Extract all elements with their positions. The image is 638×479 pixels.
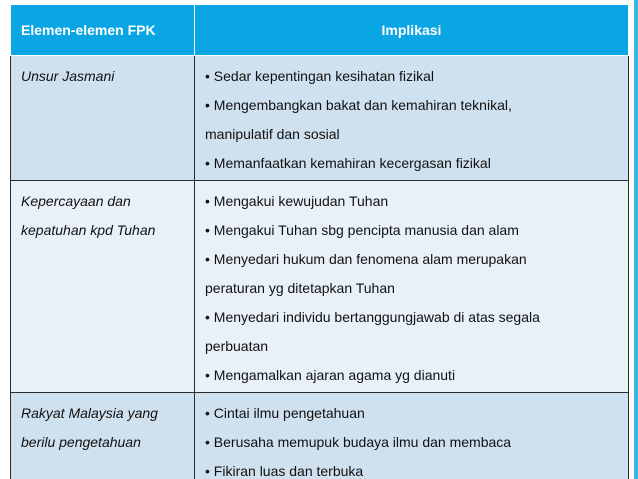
header-implikasi: Implikasi bbox=[195, 5, 629, 56]
implication-line: perbuatan bbox=[205, 338, 269, 354]
implication-line: • Mengakui Tuhan sbg pencipta manusia dan alam bbox=[205, 222, 519, 238]
implication-cell bbox=[195, 393, 629, 479]
implication-line: • Mengembangkan bakat dan kemahiran teknikal, bbox=[205, 97, 512, 113]
implication-line: • Fikiran luas dan terbuka bbox=[205, 463, 364, 479]
element-text: Kepercayaan dan bbox=[21, 193, 131, 209]
implication-cell bbox=[195, 181, 629, 393]
table-row bbox=[11, 181, 629, 393]
element-cell bbox=[11, 181, 195, 393]
implication-line: • Sedar kepentingan kesihatan fizikal bbox=[205, 68, 435, 84]
implication-line: • Menyedari individu bertanggungjawab di atas segala bbox=[205, 309, 540, 325]
element-cell bbox=[11, 56, 195, 181]
slide-edge-accent bbox=[634, 0, 638, 479]
implication-cell bbox=[195, 56, 629, 181]
element-cell bbox=[11, 393, 195, 479]
table-row bbox=[11, 56, 629, 181]
implication-line: • Mengakui kewujudan Tuhan bbox=[205, 193, 389, 209]
implication-line: • Mengamalkan ajaran agama yg dianuti bbox=[205, 367, 456, 383]
element-text: Unsur Jasmani bbox=[21, 68, 115, 84]
element-text: berilu pengetahuan bbox=[21, 434, 141, 450]
implication-line: manipulatif dan sosial bbox=[205, 126, 340, 142]
header-elemen: Elemen-elemen FPK bbox=[11, 5, 195, 56]
header-row bbox=[11, 5, 629, 56]
table-row bbox=[11, 393, 629, 479]
implication-line: • Menyedari hukum dan fenomena alam merupakan bbox=[205, 251, 527, 267]
element-text: Rakyat Malaysia yang bbox=[21, 405, 158, 421]
implication-line: • Memanfaatkan kemahiran kecergasan fizikal bbox=[205, 155, 491, 171]
implication-line: • Berusaha memupuk budaya ilmu dan membaca bbox=[205, 434, 512, 450]
element-text: kepatuhan kpd Tuhan bbox=[21, 222, 156, 238]
fpk-table bbox=[10, 4, 629, 479]
implication-line: peraturan yg ditetapkan Tuhan bbox=[205, 280, 395, 296]
implication-line: • Cintai ilmu pengetahuan bbox=[205, 405, 365, 421]
